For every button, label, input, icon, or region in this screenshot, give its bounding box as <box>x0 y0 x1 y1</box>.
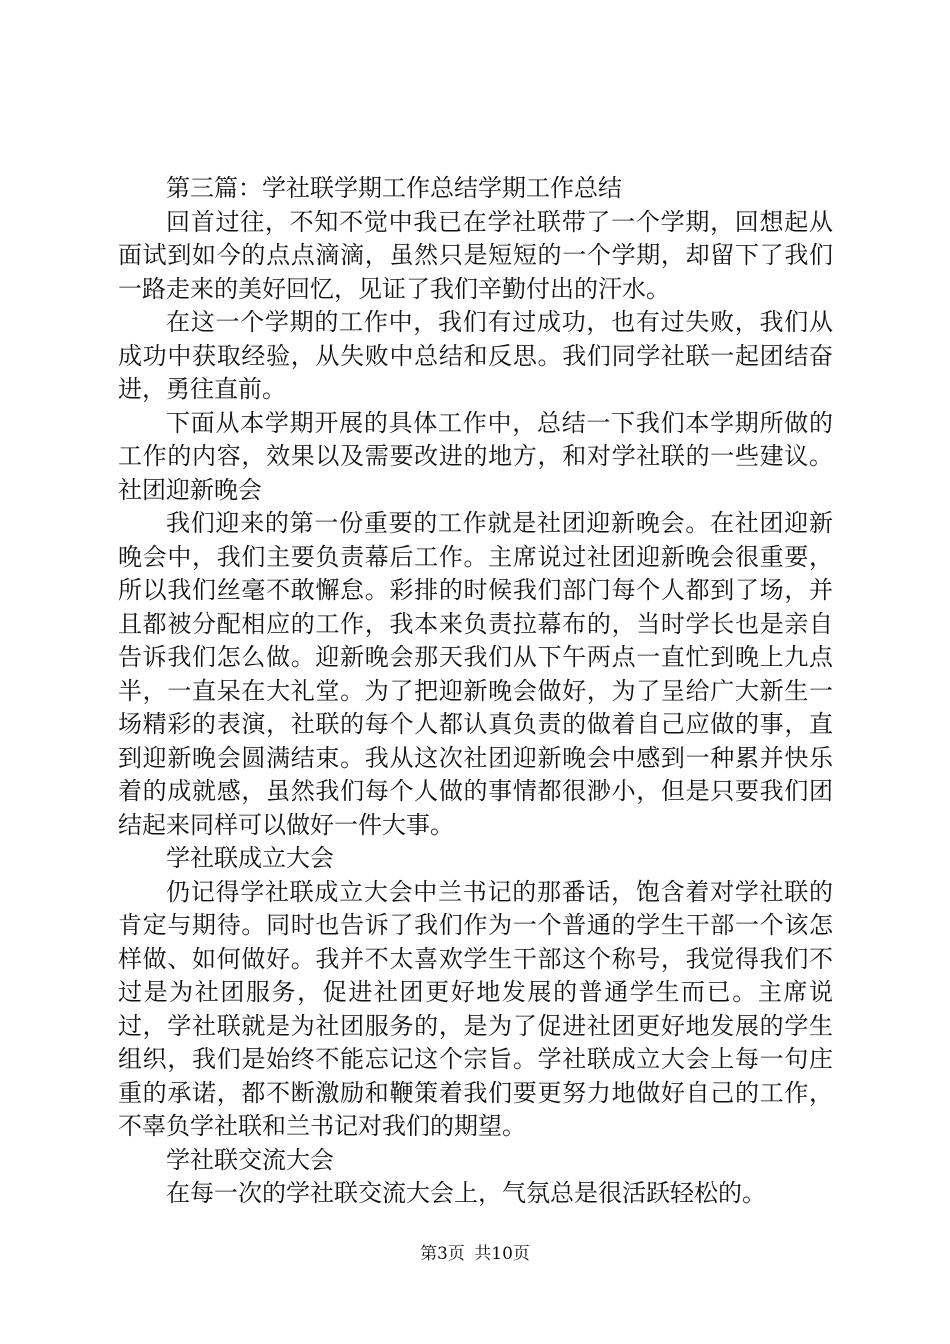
document-body <box>118 172 833 1211</box>
page-footer <box>0 1243 950 1265</box>
document-title: 第三篇：学社联学期工作总结学期工作总结 <box>166 174 622 202</box>
section-heading-founding-meeting: 学社联成立大会 <box>166 844 334 872</box>
paragraph-founding-meeting: 仍记得学社联成立大会中兰书记的那番话，饱含着对学社联的肯定与期待。同时也告诉了我们作为一个普通的学生干部一个该怎样做、如何做好。我并不太喜欢学生干部这个称号，我觉得我们不过是为社团服务，促进社团更好地发展的普通学生而已。主席说过，学社联就是为社团服务的，是为了促进社团更好地发展的学生组织，我们是始终不能忘记这个宗旨。学社联成立大会上每一句庄重的承诺，都不断激励和鞭策着我们要更努力地做好自己的工作，不辜负学社联和兰书记对我们的期望。 <box>118 877 833 1140</box>
paragraph-intro: 回首过往，不知不觉中我已在学社联带了一个学期，回想起从面试到如今的点点滴滴，虽然只是短短的一个学期，却留下了我们一路走来的美好回忆，见证了我们辛勤付出的汗水。 <box>118 207 833 303</box>
paragraph-success-failure: 在这一个学期的工作中，我们有过成功，也有过失败，我们从成功中获取经验，从失败中总结和反思。我们同学社联一起团结奋进，勇往直前。 <box>118 308 833 403</box>
paragraph-welcome-party: 我们迎来的第一份重要的工作就是社团迎新晚会。在社团迎新晚会中，我们主要负责幕后工作。主席说过社团迎新晚会很重要，所以我们丝毫不敢懈怠。彩排的时候我们部门每个人都到了场，并且都被分配相应的工作，我本来负责拉幕布的，当时学长也是亲自告诉我们怎么做。迎新晚会那天我们从下午两点一直忙到晚上九点半，一直呆在大礼堂。为了把迎新晚会做好，为了呈给广大新生一场精彩的表演，社联的每个人都认真负责的做着自己应做的事，直到迎新晚会圆满结束。我从这次社团迎新晚会中感到一种累并快乐着的成就感，虽然我们每个人做的事情都很渺小，但是只要我们团结起来同样可以做好一件大事。 <box>118 509 833 839</box>
paragraph-exchange-meeting: 在每一次的学社联交流大会上，气氛总是很活跃轻松的。 <box>166 1179 766 1207</box>
paragraph-overview: 下面从本学期开展的具体工作中，总结一下我们本学期所做的工作的内容，效果以及需要改进的地方，和对学社联的一些建议。社团迎新晚会 <box>118 408 833 504</box>
section-heading-exchange-meeting: 学社联交流大会 <box>166 1145 334 1174</box>
page-number: 第3页 <box>420 1244 465 1264</box>
page-total: 共10页 <box>474 1244 530 1264</box>
